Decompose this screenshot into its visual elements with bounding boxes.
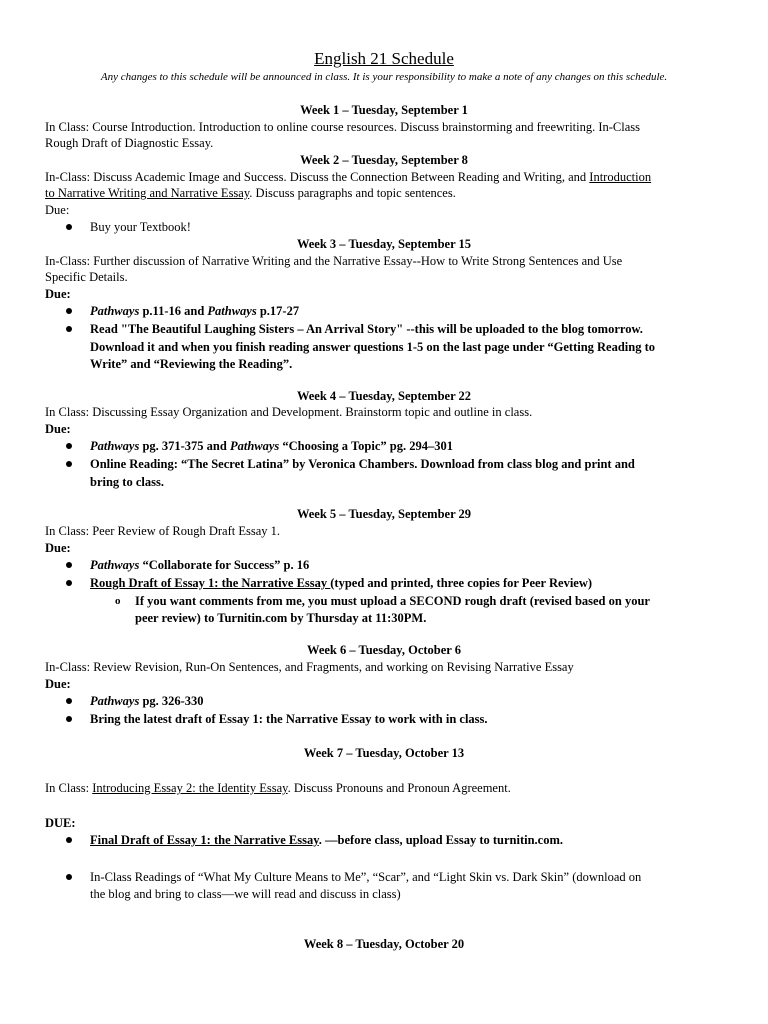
week2-due-label: Due:: [45, 203, 70, 217]
week4-bullet1: [90, 438, 453, 454]
week1-heading: Week 1 – Tuesday, September 1: [300, 103, 468, 117]
week7-bullet2-line2: the blog and bring to class—we will read and discuss in class): [90, 887, 401, 901]
week5-bullet1-text: “Collaborate for Success” p. 16: [139, 558, 310, 572]
week7-line1-text: . Discuss Pronouns and Pronoun Agreement.: [287, 781, 511, 795]
week8-heading: Week 8 – Tuesday, October 20: [303, 937, 465, 951]
week7-heading: Week 7 – Tuesday, October 13: [303, 746, 465, 760]
week4-heading: Week 4 – Tuesday, September 22: [296, 389, 472, 403]
week3-bullet2-line2: Download it and when you finish reading answer questions 1-5 on the last page under “Getting Reading to: [90, 340, 656, 354]
week3-bullet2-line3: Write” and “Reviewing the Reading”.: [90, 357, 293, 371]
week5-sub-line1: If you want comments from me, you must upload a SECOND rough draft (revised based on your: [135, 594, 650, 608]
bullet-icon: [66, 837, 72, 843]
pathways-title: Pathways: [90, 694, 140, 708]
week5-line1: In Class: Peer Review of Rough Draft Essay 1.: [45, 524, 281, 538]
bullet-icon: [66, 716, 72, 722]
bullet-icon: [66, 224, 72, 230]
pathways-title: Pathways: [90, 558, 140, 572]
page-title: English 21 Schedule: [314, 49, 454, 68]
week3-bullet1-pages: p.17-27: [256, 304, 300, 318]
week5-sub-line2: peer review) to Turnitin.com by Thursday at 11:30PM.: [135, 611, 427, 625]
week5-rough-draft-link: Rough Draft of Essay 1: the Narrative Essay: [90, 576, 331, 590]
week5-due-label: Due:: [45, 541, 71, 555]
week2-intro-link-part1: Introduction: [589, 170, 652, 184]
week4-bullet1-topic: “Choosing a Topic” pg. 294–301: [279, 439, 453, 453]
week1-line2: Rough Draft of Diagnostic Essay.: [45, 136, 214, 150]
week6-due-label: Due:: [45, 677, 71, 691]
week7-line1-prefix: In Class:: [45, 781, 93, 795]
week3-due-label: Due:: [45, 287, 71, 301]
week6-bullet1-pages: pg. 326-330: [139, 694, 204, 708]
week7-bullet1: [90, 832, 563, 848]
week5-bullet1: [90, 557, 309, 573]
pathways-title: Pathways: [90, 304, 140, 318]
week2-line1-text: In-Class: Discuss Academic Image and Success. Discuss the Connection Between Reading and Writing, and: [45, 170, 590, 184]
pathways-title: Pathways: [90, 439, 140, 453]
week2-intro-link-part2: to Narrative Writing and Narrative Essay: [45, 186, 250, 200]
bullet-icon: [66, 326, 72, 332]
week7-identity-essay-link: Introducing Essay 2: the Identity Essay: [92, 781, 288, 795]
week7-bullet1-text: . —before class, upload Essay to turnitin.com.: [318, 833, 564, 847]
week6-heading: Week 6 – Tuesday, October 6: [307, 643, 461, 657]
week4-bullet2-line2: bring to class.: [90, 475, 164, 489]
week2-line1: [45, 169, 651, 185]
week6-bullet1: [90, 693, 204, 709]
week2-line2-text: . Discuss paragraphs and topic sentences.: [249, 186, 456, 200]
week2-line2: [45, 185, 456, 201]
week7-final-draft-link: Final Draft of Essay 1: the Narrative Essay: [90, 833, 319, 847]
week3-bullet1: [90, 303, 299, 319]
bullet-icon: [66, 698, 72, 704]
bullet-icon: [66, 443, 72, 449]
week4-due-label: Due:: [45, 422, 71, 436]
week6-line1: In-Class: Review Revision, Run-On Sentences, and Fragments, and working on Revising Narrative Essay: [45, 660, 574, 674]
week4-bullet2-line1: Online Reading: “The Secret Latina” by Veronica Chambers. Download from class blog and print and: [90, 457, 635, 471]
bullet-icon: [66, 580, 72, 586]
week3-line1: In-Class: Further discussion of Narrative Writing and the Narrative Essay--How to Write Strong Sentences and Use: [45, 254, 623, 268]
week3-heading: Week 3 – Tuesday, September 15: [296, 237, 472, 251]
week7-due-label: DUE:: [45, 816, 76, 830]
week2-heading: Week 2 – Tuesday, September 8: [300, 153, 468, 167]
pathways-title: Pathways: [207, 304, 257, 318]
bullet-icon: [66, 308, 72, 314]
bullet-icon: [66, 461, 72, 467]
pathways-title: Pathways: [229, 439, 280, 453]
week7-bullet2-line1: In-Class Readings of “What My Culture Means to Me”, “Scar”, and “Light Skin vs. Dark Skin” (download on: [90, 870, 642, 884]
week5-heading: Week 5 – Tuesday, September 29: [296, 507, 472, 521]
week4-line1: In Class: Discussing Essay Organization and Development. Brainstorm topic and outline in class.: [45, 405, 533, 419]
week6-bullet2: Bring the latest draft of Essay 1: the Narrative Essay to work with in class.: [90, 712, 488, 726]
schedule-notice: Any changes to this schedule will be announced in class. It is your responsibility to make a note of any changes on this schedule.: [100, 71, 668, 83]
week5-bullet2-text: (typed and printed, three copies for Peer Review): [330, 576, 593, 590]
week2-bullet1: Buy your Textbook!: [90, 220, 191, 234]
sub-bullet-icon: o: [115, 595, 121, 607]
week1-line1: In Class: Course Introduction. Introduction to online course resources. Discuss brainstorming and freewriting. In-Class: [45, 120, 641, 134]
week3-bullet2-line1: Read "The Beautiful Laughing Sisters – An Arrival Story" --this will be uploaded to the blog tomorrow.: [90, 322, 643, 336]
bullet-icon: [66, 562, 72, 568]
week3-line2: Specific Details.: [45, 270, 128, 284]
week3-bullet1-text: p.11-16 and: [139, 304, 208, 318]
week7-line1: [45, 780, 511, 796]
week5-bullet2: [90, 575, 592, 591]
week4-bullet1-text: pg. 371-375 and: [139, 439, 230, 453]
bullet-icon: [66, 874, 72, 880]
